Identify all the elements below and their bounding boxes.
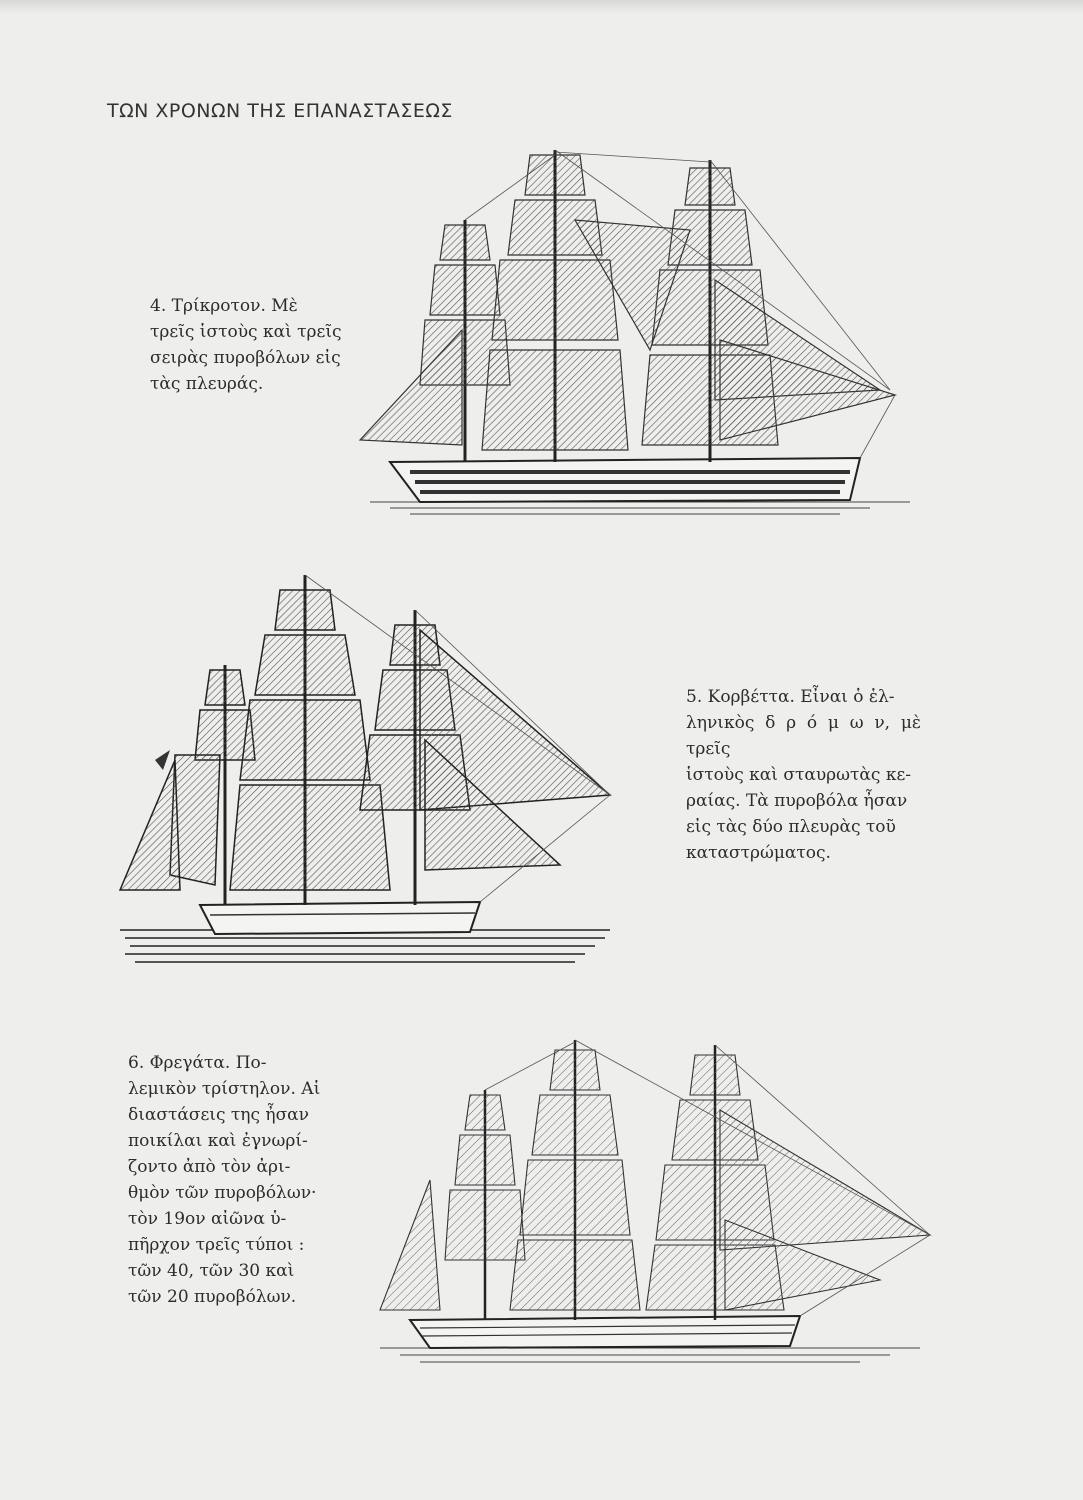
- caption-line: τὰς πλευράς.: [150, 374, 264, 394]
- caption-line: τῶν 40, τῶν 30 καὶ: [128, 1261, 295, 1281]
- caption-line: θμὸν τῶν πυροβόλων·: [128, 1183, 317, 1203]
- corvette-ship-illustration: [115, 570, 615, 970]
- caption-line: διαστάσεις της ἦσαν: [128, 1105, 309, 1125]
- page-title: ΤΩΝ ΧΡΟΝΩΝ ΤΗΣ ΕΠΑΝΑΣΤΑΣΕΩΣ: [107, 100, 453, 122]
- frigate-ship-illustration: [360, 1020, 940, 1390]
- caption-line: ζοντο ἀπὸ τὸν ἀρι-: [128, 1157, 291, 1177]
- caption-line: πῆρχον τρεῖς τύποι :: [128, 1235, 305, 1255]
- caption-line: ραίας. Τὰ πυροβόλα ἦσαν: [686, 791, 908, 811]
- caption-line: ἱστοὺς καὶ σταυρωτὰς κε-: [686, 765, 912, 785]
- caption-line: ληνικὸς δ ρ ό μ ω ν, μὲ τρεῖς: [686, 713, 921, 759]
- page-top-shadow: [0, 0, 1083, 14]
- caption-line: 6. Φρεγάτα. Πο-: [128, 1053, 267, 1073]
- caption-line: τὸν 19ον αἰῶνα ὑ-: [128, 1209, 287, 1229]
- caption-line: ποικίλαι καὶ ἐγνωρί-: [128, 1131, 308, 1151]
- caption-line: λεμικὸν τρίστηλον. Αἱ: [128, 1079, 321, 1099]
- caption-line: τῶν 20 πυροβόλων.: [128, 1287, 297, 1307]
- caption-three-decker: [150, 293, 350, 397]
- caption-line: σειρὰς πυροβόλων εἰς: [150, 348, 341, 368]
- caption-line: εἰς τὰς δύο πλευρὰς τοῦ: [686, 817, 896, 837]
- caption-corvette: [686, 684, 921, 866]
- three-decker-ship-illustration: [350, 140, 910, 520]
- caption-line: καταστρώματος.: [686, 843, 831, 863]
- caption-frigate: [128, 1050, 348, 1310]
- caption-line: τρεῖς ἱστοὺς καὶ τρεῖς: [150, 322, 342, 342]
- caption-line: 4. Τρίκροτον. Μὲ: [150, 296, 298, 316]
- caption-line: 5. Κορβέττα. Εἶναι ὁ ἑλ-: [686, 687, 895, 707]
